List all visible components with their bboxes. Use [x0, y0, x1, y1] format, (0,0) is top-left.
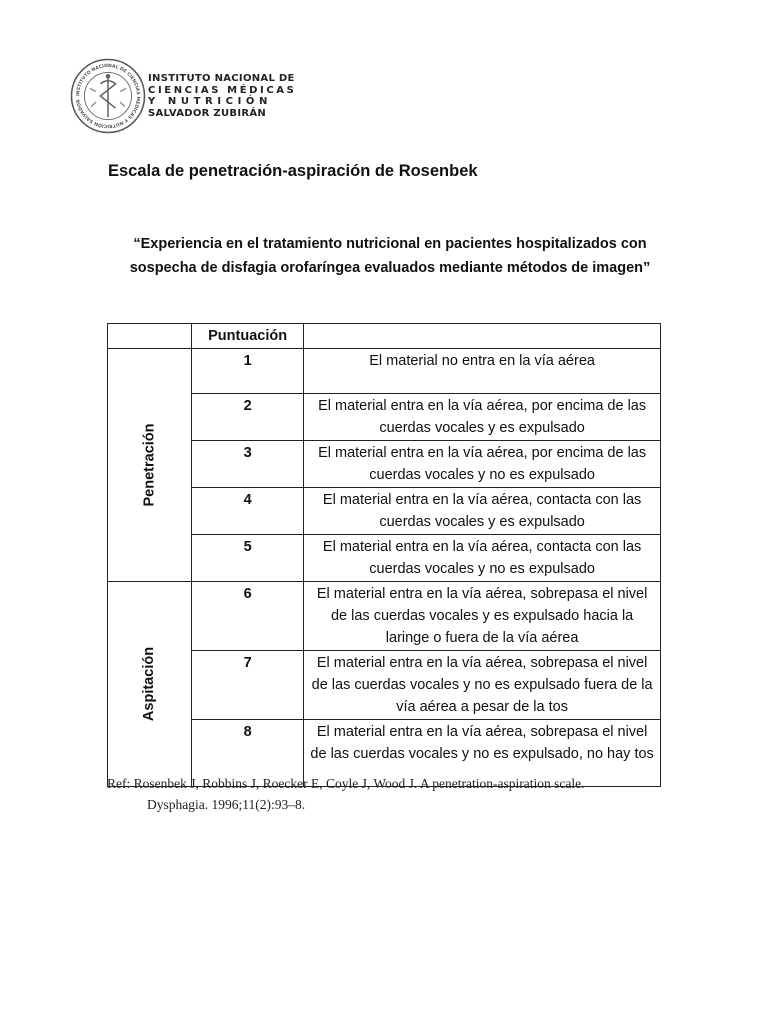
table-row [108, 582, 661, 651]
description-cell: El material entra en la vía aérea, por encima de las cuerdas vocales y es expulsado [304, 394, 661, 441]
score-cell: 8 [192, 720, 304, 787]
penetration-aspiration-table [107, 323, 661, 787]
institution-line-1: INSTITUTO NACIONAL DE [148, 73, 295, 84]
score-cell: 3 [192, 441, 304, 488]
group-penetracion [108, 349, 192, 582]
institution-line-2: CIENCIAS MÉDICAS [148, 84, 297, 96]
header-score-cell: Puntuación [192, 324, 304, 349]
description-cell: El material entra en la vía aérea, contacta con las cuerdas vocales y es expulsado [304, 488, 661, 535]
institution-line-3: Y NUTRICIÓN [148, 96, 272, 107]
header-group-cell [108, 324, 192, 349]
document-title: Escala de penetración-aspiración de Rosenbek [108, 162, 478, 180]
description-cell: El material entra en la vía aérea, sobrepasa el nivel de las cuerdas vocales y no es expulsado, no hay tos [304, 720, 661, 787]
institution-seal-icon [70, 58, 146, 134]
group-label-aspitacion: Aspitación [141, 646, 158, 722]
institution-header [70, 58, 296, 134]
description-cell: El material no entra en la vía aérea [304, 349, 661, 394]
group-aspitacion [108, 582, 192, 787]
reference-line-2: Dysphagia. 1996;11(2):93–8. [147, 797, 306, 812]
score-cell: 7 [192, 651, 304, 720]
score-cell: 6 [192, 582, 304, 651]
subtitle-line-1: “Experiencia en el tratamiento nutricional en pacientes hospitalizados con [133, 236, 647, 252]
group-label-penetracion: Penetración [141, 423, 158, 507]
institution-name [148, 73, 296, 119]
description-cell: El material entra en la vía aérea, contacta con las cuerdas vocales y no es expulsado [304, 535, 661, 582]
description-cell: El material entra en la vía aérea, por encima de las cuerdas vocales y no es expulsado [304, 441, 661, 488]
score-cell: 5 [192, 535, 304, 582]
description-cell: El material entra en la vía aérea, sobrepasa el nivel de las cuerdas vocales y no es expulsado fuera de la vía aérea a pesar de la tos [304, 651, 661, 720]
description-cell: El material entra en la vía aérea, sobrepasa el nivel de las cuerdas vocales y es expulsado hacia la laringe o fuera de la vía aérea [304, 582, 661, 651]
subtitle-line-2: sospecha de disfagia orofaríngea evaluados mediante métodos de imagen” [129, 260, 651, 276]
institution-line-4: SALVADOR ZUBIRÁN [148, 107, 267, 119]
seal-ring-text: INSTITUTO NACIONAL DE CIENCIAS MÉDICAS Y NUTRICIÓN SALVADOR [76, 64, 140, 128]
document-subtitle [100, 232, 680, 280]
table-row [108, 349, 661, 394]
reference-citation [107, 773, 687, 815]
header-description-cell [304, 324, 661, 349]
score-cell: 1 [192, 349, 304, 394]
score-cell: 2 [192, 394, 304, 441]
score-cell: 4 [192, 488, 304, 535]
reference-line-1: Ref: Rosenbek J, Robbins J, Roecker E, Coyle J, Wood J. A penetration-aspiration scale. [107, 776, 585, 791]
table-header-row [108, 324, 661, 349]
